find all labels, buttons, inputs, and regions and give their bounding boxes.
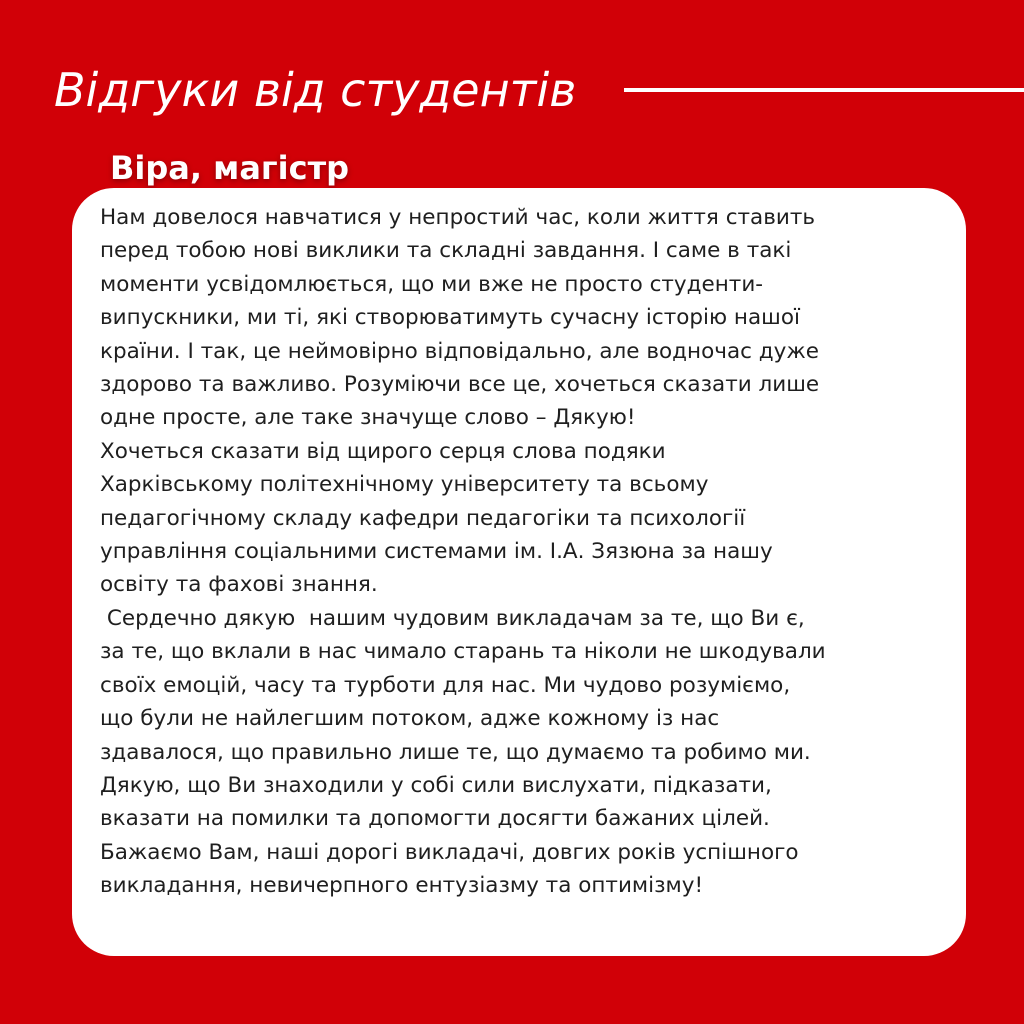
testimonial-line: Нам довелося навчатися у непростий час, коли життя ставить (100, 205, 816, 230)
testimonial-line: Хочеться сказати від щирого серця слова подяки (100, 438, 666, 464)
testimonial-text (100, 201, 950, 903)
testimonial-line: педагогічному складу кафедри педагогіки та психології (100, 505, 746, 531)
testimonial-line: Харківському політехнічному університету та всьому (100, 472, 709, 498)
testimonial-line: Сердечно дякую нашим чудовим викладачам за те, що Ви є, (100, 605, 805, 631)
testimonial-line: випускники, ми ті, які створюватимуть сучасну історію нашої (100, 305, 800, 331)
testimonial-line: країни. І так, це неймовірно відповідально, але водночас дуже (100, 338, 819, 364)
testimonial-line: управління соціальними системами ім. І.А. Зязюна за нашу (100, 539, 773, 565)
testimonial-line: за те, що вклали в нас чимало старань та ніколи не шкодували (100, 639, 826, 665)
testimonial-line: вказати на помилки та допомогти досягти бажаних цілей. (100, 806, 770, 832)
testimonial-line: що були не найлегшим потоком, адже кожному із нас (100, 706, 720, 732)
testimonial-line: викладання, невичерпного ентузіазму та оптимізму! (100, 873, 704, 899)
testimonial-line: здорово та важливо. Розуміючи все це, хочеться сказати лише (100, 372, 820, 398)
testimonial-line: моменти усвідомлюється, що ми вже не просто студенти- (100, 271, 764, 297)
testimonial-line: своїх емоцій, часу та турботи для нас. Ми чудово розуміємо, (100, 672, 791, 698)
testimonial-line: перед тобою нові виклики та складні завдання. І саме в такі (100, 238, 792, 264)
title-divider (624, 88, 1024, 92)
testimonial-line: освіту та фахові знання. (100, 572, 378, 598)
testimonial-author: Віра, магістр (110, 149, 350, 187)
testimonial-line: здавалося, що правильно лише те, що думаємо та робимо ми. (100, 739, 811, 765)
page-title: Відгуки від студентів (54, 63, 577, 117)
testimonial-line: одне просте, але таке значуще слово – Дякую! (100, 405, 636, 431)
testimonial-line: Дякую, що Ви знаходили у собі сили вислухати, підказати, (100, 772, 772, 798)
testimonial-line: Бажаємо Вам, наші дорогі викладачі, довгих років успішного (100, 839, 799, 865)
